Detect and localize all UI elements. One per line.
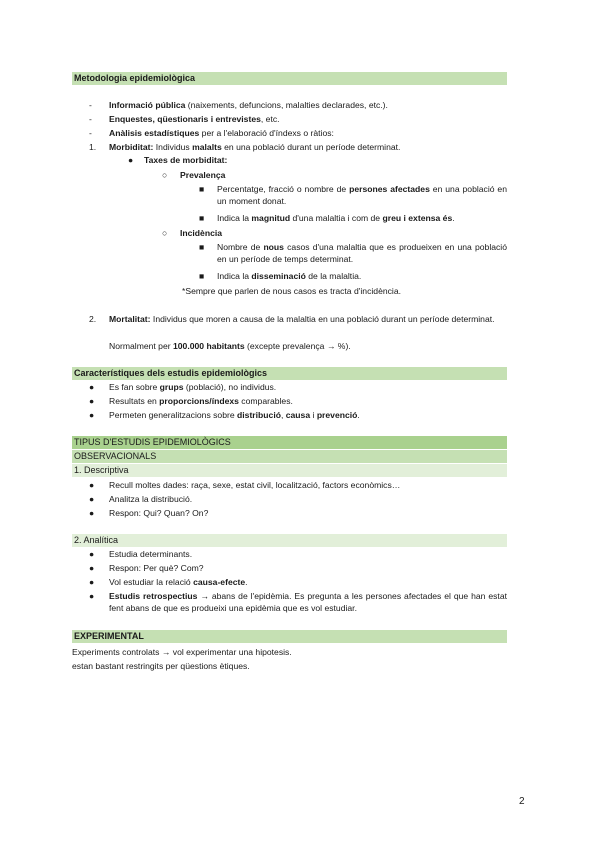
inc-item: Indica la disseminació de la malaltia. xyxy=(217,271,362,281)
prevalenca-label: Prevalença xyxy=(180,170,226,180)
bullet-marker: ● xyxy=(128,155,134,165)
taxes-label: Taxes de morbiditat: xyxy=(144,155,228,165)
bullet-marker: ● xyxy=(89,410,95,420)
list-item: Permeten generalitzacions sobre distribució, causa i prevenció. xyxy=(109,410,360,420)
bullet-marker: ● xyxy=(89,382,95,392)
inc-item: Nombre de nous casos d'una malaltia que es produeixen en una població en un període de temps determinat. xyxy=(217,242,507,264)
list-item: Anàlisis estadístiques per a l'elaboració d'índexs o ràtios: xyxy=(109,128,334,138)
circle-marker: ○ xyxy=(162,228,168,238)
number-marker: 1. xyxy=(89,142,97,152)
bullet-marker: ● xyxy=(89,577,95,587)
bullet-marker: ● xyxy=(89,549,95,559)
bullet-marker: ● xyxy=(89,396,95,406)
mortalitat-item: Mortalitat: Individus que moren a causa de la malaltia en una població durant un període determinat. xyxy=(109,314,495,324)
prev-item: Indica la magnitud d'una malaltia i com de greu i extensa és. xyxy=(217,213,455,223)
list-item: Recull moltes dades: raça, sexe, estat civil, localització, factors econòmics… xyxy=(109,480,401,490)
dash-marker: - xyxy=(89,128,92,138)
square-marker: ■ xyxy=(199,271,205,281)
page-number: 2 xyxy=(519,796,525,807)
list-item: Vol estudiar la relació causa-efecte. xyxy=(109,577,248,587)
square-marker: ■ xyxy=(199,213,205,223)
section-heading-metodologia: Metodologia epidemiològica xyxy=(72,72,507,85)
list-item: Analitza la distribució. xyxy=(109,494,193,504)
normalment-line: Normalment per 100.000 habitants (excepte prevalença → %). xyxy=(109,341,351,351)
bullet-marker: ● xyxy=(89,494,95,504)
square-marker: ■ xyxy=(199,184,205,194)
list-item: Estudis retrospectius → abans de l'epidèmia. Es pregunta a les persones afectades el que han estat fent abans de que es produeixi una epidèmia que es vol estudiar. xyxy=(109,591,507,613)
square-marker: ■ xyxy=(199,242,205,252)
section-heading-caracteristiques: Característiques dels estudis epidemiològics xyxy=(72,367,507,380)
incidencia-label: Incidència xyxy=(180,228,223,238)
subheading-analitica: 2. Analítica xyxy=(72,534,507,547)
dash-marker: - xyxy=(89,100,92,110)
circle-marker: ○ xyxy=(162,170,168,180)
section-heading-experimental: EXPERIMENTAL xyxy=(72,630,507,643)
subheading-descriptiva: 1. Descriptiva xyxy=(72,464,507,477)
experimental-line: estan bastant restringits per qüestions ètiques. xyxy=(72,661,250,671)
list-item: Resultats en proporcions/índexs comparables. xyxy=(109,396,293,406)
list-item: Respon: Per què? Com? xyxy=(109,563,204,573)
list-item: Estudia determinants. xyxy=(109,549,193,559)
morbiditat-item: Morbiditat: Individus malalts en una població durant un període determinat. xyxy=(109,142,401,152)
number-marker: 2. xyxy=(89,314,97,324)
list-item: Enquestes, qüestionaris i entrevistes, etc. xyxy=(109,114,280,124)
bullet-marker: ● xyxy=(89,508,95,518)
section-heading-observacionals: OBSERVACIONALS xyxy=(72,450,507,463)
dash-marker: - xyxy=(89,114,92,124)
section-heading-tipus: TIPUS D'ESTUDIS EPIDEMIOLÒGICS xyxy=(72,436,507,449)
list-item: Respon: Qui? Quan? On? xyxy=(109,508,209,518)
experimental-line: Experiments controlats → vol experimentar una hipotesis. xyxy=(72,647,292,657)
bullet-marker: ● xyxy=(89,480,95,490)
list-item: Es fan sobre grups (població), no individus. xyxy=(109,382,277,392)
list-item: Informació pública (naixements, defuncions, malalties declarades, etc.). xyxy=(109,100,388,110)
bullet-marker: ● xyxy=(89,591,95,601)
incidencia-note: *Sempre que parlen de nous casos es tracta d'incidència. xyxy=(182,286,402,296)
prev-item: Percentatge, fracció o nombre de persones afectades en una població en un moment donat. xyxy=(217,184,507,206)
bullet-marker: ● xyxy=(89,563,95,573)
